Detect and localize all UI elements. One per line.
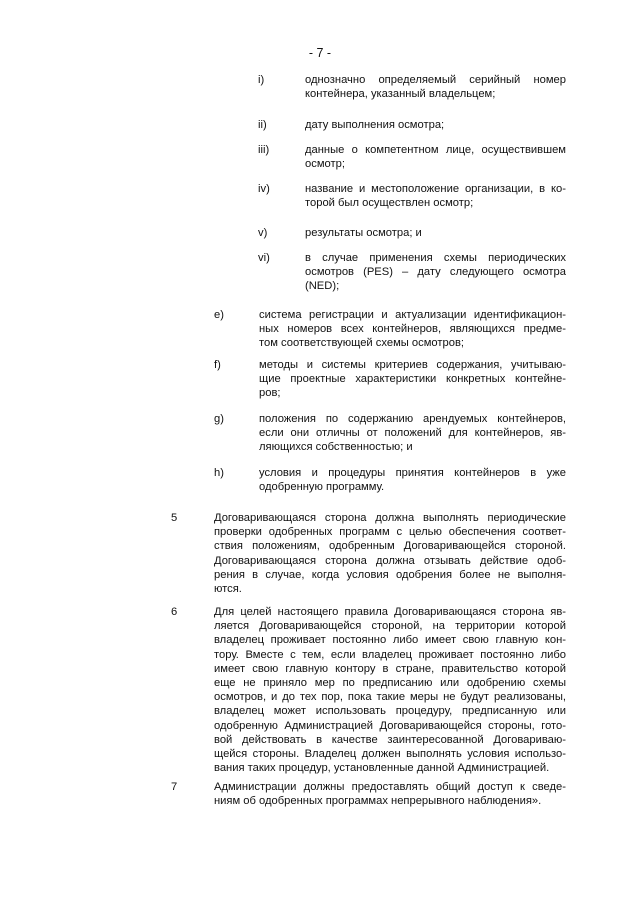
sub-item-3-text (305, 143, 566, 171)
list-item-f-text (259, 358, 566, 401)
text-line: однозначно определяемый серийный номер (305, 74, 566, 86)
text-line: ляющихся собственностью; и (259, 441, 413, 454)
text-line: том соответствующей схемы осмотров; (259, 337, 465, 350)
paragraph-7-text (214, 780, 566, 808)
text-line: название и местоположение организации, в ко- (305, 183, 566, 195)
paragraph-6-marker: 6 (171, 606, 178, 618)
paragraph-5-marker: 5 (171, 512, 178, 524)
text-line: торой был осуществлен осмотр; (305, 197, 474, 210)
text-line: ются. (214, 583, 242, 596)
text-line: щейся стороны. Владелец должен выполнять условия использо- (214, 748, 566, 761)
text-line: Администрации должны предоставлять общий доступ к сведе- (214, 781, 566, 793)
text-line: ров; (259, 387, 281, 400)
sub-item-2-text (305, 118, 566, 132)
text-line: Для целей настоящего правила Договаривающаяся сторона яв- (214, 606, 566, 618)
text-line: методы и системы критериев содержания, учитываю- (259, 359, 566, 371)
text-line: щие проектные характеристики конкретных контейне- (259, 373, 566, 386)
list-item-h-text (259, 466, 566, 494)
text-line: одобренную программу. (259, 481, 385, 494)
text-line: вой действовать в качестве заинтересованной Договариваю- (214, 733, 566, 746)
text-line: тору. Вместе с тем, если владелец проживает постоянно либо (214, 648, 566, 661)
text-line: владелец может использовать процедуру, предписанную или (214, 705, 566, 718)
text-line: результаты осмотра; и (305, 227, 422, 239)
text-line: ляется Договаривающейся стороной, на территории которой (214, 620, 566, 633)
text-line: вания таких процедур, установленные данной Администрацией. (214, 762, 550, 775)
text-line: ниям об одобренных программах непрерывного наблюдения». (214, 795, 542, 808)
sub-item-5-text (305, 226, 566, 240)
text-line: контейнера, указанный владельцем; (305, 88, 496, 101)
text-line: система регистрации и актуализации идентификацион- (259, 309, 566, 321)
text-line: имеет свою главную контору в стране, правительство которой (214, 662, 566, 675)
sub-item-1-text (305, 73, 566, 101)
sub-item-1-marker: i) (258, 74, 265, 86)
sub-item-6-text (305, 251, 566, 294)
text-line: положения по содержанию арендуемых контейнеров, (259, 413, 566, 425)
text-line: рения в случае, когда условия одобрения более не выполня- (214, 568, 566, 581)
text-line: в случае применения схемы периодических (305, 252, 566, 264)
text-line: дату выполнения осмотра; (305, 119, 445, 131)
text-line: Договаривающаяся сторона должна выполнять периодические (214, 512, 566, 524)
text-line: если они отличны от положений для контейнеров, яв- (259, 427, 566, 440)
paragraph-5-text (214, 511, 566, 596)
sub-item-4-marker: iv) (258, 183, 270, 195)
sub-item-3-marker: iii) (258, 144, 270, 156)
page-number: - 7 - (308, 46, 332, 60)
text-line: проверки одобренных программ с целью обеспечения соответ- (214, 526, 566, 539)
text-line: осмотров (PES) – дату следующего осмотра (305, 266, 566, 279)
text-line: осмотр; (305, 158, 345, 171)
text-line: ствия положениям, одобренным Договаривающейся стороной. (214, 540, 566, 553)
sub-item-5-marker: v) (258, 227, 268, 239)
paragraph-6-text (214, 605, 566, 775)
list-item-e-marker: e) (214, 309, 224, 321)
paragraph-7-marker: 7 (171, 781, 178, 793)
text-line: еще не приняло мер по предписанию или одобрению схемы (214, 677, 566, 690)
sub-item-4-text (305, 182, 566, 210)
text-line: (NED); (305, 280, 340, 293)
list-item-g-marker: g) (214, 413, 224, 425)
list-item-h-marker: h) (214, 467, 224, 479)
text-line: Договаривающаяся сторона должна отзывать действие одоб- (214, 554, 566, 567)
text-line: одобренную Администрацией Договаривающейся стороны, гото- (214, 719, 566, 732)
text-line: ных номеров всех контейнеров, являющихся предме- (259, 323, 566, 336)
text-line: владелец проживает постоянно либо имеет свою главную кон- (214, 634, 566, 647)
text-line: условия и процедуры принятия контейнеров в уже (259, 467, 566, 479)
sub-item-6-marker: vi) (258, 252, 270, 264)
list-item-f-marker: f) (214, 359, 221, 371)
text-line: данные о компетентном лице, осуществившем (305, 144, 566, 156)
list-item-g-text (259, 412, 566, 455)
sub-item-2-marker: ii) (258, 119, 267, 131)
list-item-e-text (259, 308, 566, 351)
text-line: осмотров, и до тех пор, пока такие меры не будут реализованы, (214, 691, 566, 704)
